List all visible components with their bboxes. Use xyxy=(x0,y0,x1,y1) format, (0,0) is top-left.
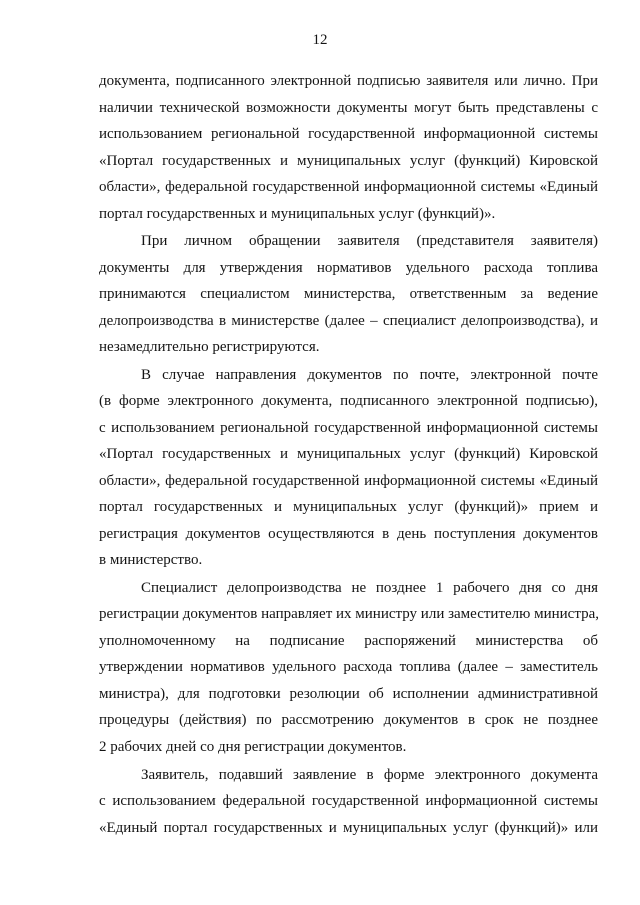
paragraph-3-line-7: регистрация документов осуществляются в день поступления документов xyxy=(99,526,598,542)
paragraph-2-line-5: незамедлительно регистрируются. xyxy=(99,339,320,355)
page-number: 12 xyxy=(312,32,328,48)
paragraph-4-line-3: уполномоченному на подписание распоряжений министерства об xyxy=(99,633,598,649)
paragraph-2-line-2: документы для утверждения нормативов удельного расхода топлива xyxy=(99,260,598,276)
paragraph-3-line-2: (в форме электронного документа, подписанного электронной подписью), xyxy=(99,393,598,409)
paragraph-1-line-4: «Портал государственных и муниципальных услуг (функций) Кировской xyxy=(99,153,598,169)
paragraph-1-line-1: документа, подписанного электронной подписью заявителя или лично. При xyxy=(99,73,598,89)
paragraph-5-line-3: «Единый портал государственных и муниципальных услуг (функций)» или xyxy=(99,820,598,836)
paragraph-3-line-8: в министерство. xyxy=(99,552,203,568)
paragraph-5-line-1: Заявитель, подавший заявление в форме электронного документа xyxy=(141,767,598,783)
paragraph-1-line-2: наличии технической возможности документы могут быть представлены с xyxy=(99,100,598,116)
paragraph-4-line-4: утверждении нормативов удельного расхода топлива (далее – заместитель xyxy=(99,659,598,675)
paragraph-1-line-3: использованием региональной государственной информационной системы xyxy=(99,126,598,142)
paragraph-4-line-7: 2 рабочих дней со дня регистрации документов. xyxy=(99,739,407,755)
paragraph-4-line-5: министра), для подготовки резолюции об исполнении административной xyxy=(99,686,598,702)
paragraph-3-line-1: В случае направления документов по почте, электронной почте xyxy=(141,367,598,383)
paragraph-2-line-4: делопроизводства в министерстве (далее – специалист делопроизводства), и xyxy=(99,313,598,329)
paragraph-2-line-3: принимаются специалистом министерства, ответственным за ведение xyxy=(99,286,598,302)
paragraph-3-line-4: «Портал государственных и муниципальных услуг (функций) Кировской xyxy=(99,446,598,462)
paragraph-3-line-5: области», федеральной государственной информационной системы «Единый xyxy=(99,473,598,489)
paragraph-4-line-6: процедуры (действия) по рассмотрению документов в срок не позднее xyxy=(99,712,598,728)
paragraph-1-line-6: портал государственных и муниципальных услуг (функций)». xyxy=(99,206,496,222)
paragraph-3-line-6: портал государственных и муниципальных услуг (функций)» прием и xyxy=(99,499,598,515)
paragraph-2-line-1: При личном обращении заявителя (представителя заявителя) xyxy=(141,233,598,249)
paragraph-5-line-2: с использованием федеральной государственной информационной системы xyxy=(99,793,598,809)
paragraph-1-line-5: области», федеральной государственной информационной системы «Единый xyxy=(99,179,598,195)
paragraph-4-line-1: Специалист делопроизводства не позднее 1 рабочего дня со дня xyxy=(141,580,598,596)
paragraph-4-line-2: регистрации документов направляет их министру или заместителю министра, xyxy=(99,606,599,622)
paragraph-3-line-3: с использованием региональной государственной информационной системы xyxy=(99,420,598,436)
